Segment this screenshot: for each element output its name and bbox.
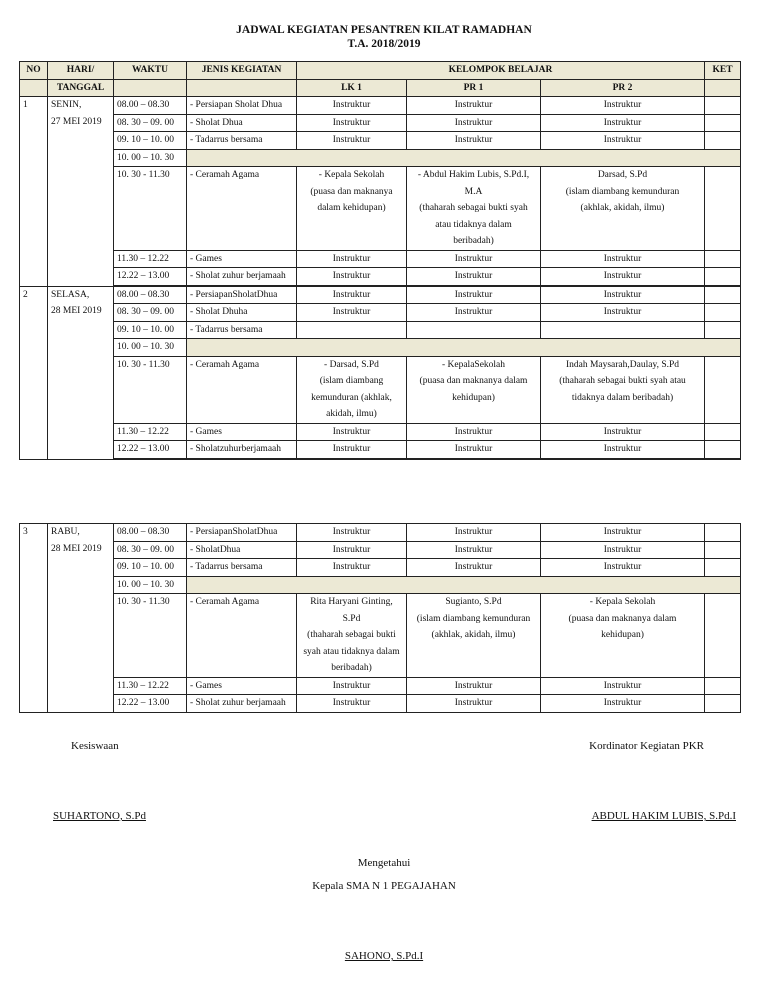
pr1-cell-line: - KepalaSekolah [441,359,506,370]
waktu-cell: 09. 10 – 10. 00 [114,559,187,577]
day-tanggal: 28 MEI 2019 [51,306,102,316]
lk1-cell-line: akidah, ilmu) [326,409,377,419]
lk1-cell: Instruktur [297,286,407,304]
jenis-cell: - Games [187,423,297,441]
pr2-cell-line: tidaknya dalam beribadah) [571,392,674,403]
pr2-cell: Instruktur [541,132,705,150]
lk1-cell-line: (puasa dan maknanya [310,186,393,197]
header-lk1: LK 1 [297,79,407,97]
lk1-cell: Instruktur [297,114,407,132]
ket-cell [705,304,741,322]
jenis-cell: - SholatDhua [187,541,297,559]
pr2-cell: Instruktur [541,97,705,115]
header-hari: HARI/ [48,62,114,80]
jenis-cell: - Tadarrus bersama [187,132,297,150]
table-row [20,594,741,678]
spacer-cell [705,458,741,459]
table-row [20,114,741,132]
spacer-cell [407,458,541,459]
pr2-cell [541,356,705,423]
koordinator-name: ABDUL HAKIM LUBIS, S.Pd.I [591,810,736,822]
pr2-cell: Instruktur [541,541,705,559]
waktu-cell: 08. 30 – 09. 00 [114,304,187,322]
pr2-cell [541,167,705,251]
pr1-cell: Instruktur [407,441,541,459]
lk1-cell: Instruktur [297,559,407,577]
lk1-cell: Instruktur [297,268,407,286]
lk1-cell-line: (thaharah sebagai bukti [307,630,396,640]
table-row [20,441,741,459]
lk1-cell-line: - Kepala Sekolah [318,170,385,180]
pr2-cell: Instruktur [541,677,705,695]
lk1-cell-line: Rita Haryani Ginting, [310,597,393,607]
jenis-cell: - PersiapanSholatDhua [187,286,297,304]
break-cell [187,576,741,594]
pr2-cell: Instruktur [541,250,705,268]
kepala-sekolah-title: Kepala SMA N 1 PEGAJAHAN [312,880,456,892]
pr1-cell-line: (islam diambang kemunduran [416,613,531,624]
pr1-cell-line: kehidupan) [452,392,495,403]
table-row [20,304,741,322]
ket-cell [705,114,741,132]
kepala-sekolah-name: SAHONO, S.Pd.I [344,950,424,962]
jenis-cell: - Games [187,677,297,695]
header-kelompok: KELOMPOK BELAJAR [297,62,705,80]
waktu-cell: 12.22 – 13.00 [114,268,187,286]
pr2-cell [541,321,705,339]
table-row [20,677,741,695]
pr1-cell: Instruktur [407,541,541,559]
day-date [48,524,114,713]
header-waktu-cont [114,79,187,97]
pr2-cell: Instruktur [541,268,705,286]
pr1-cell: Instruktur [407,132,541,150]
pr2-cell-line: Darsad, S.Pd [597,170,648,180]
lk1-cell: Instruktur [297,97,407,115]
spacer-cell [187,458,297,459]
pr1-cell-line: beribadah) [453,236,494,246]
day-name: SELASA, [51,289,90,300]
koordinator-label: Kordinator Kegiatan PKR [589,740,704,752]
header-ket: KET [705,62,741,80]
pr2-cell: Instruktur [541,524,705,542]
pr2-cell: Instruktur [541,286,705,304]
break-cell [187,149,741,167]
jenis-cell: - Sholat Dhuha [187,304,297,322]
ket-cell [705,541,741,559]
jenis-cell: - Sholat zuhur berjamaah [187,695,297,713]
ket-cell [705,321,741,339]
waktu-cell: 10. 30 - 11.30 [114,356,187,423]
table-row [20,339,741,357]
pr2-cell-line: Indah Maysarah,Daulay, S.Pd [565,359,680,370]
kesiswaan-label: Kesiswaan [71,740,119,752]
pr2-cell-line: (akhlak, akidah, ilmu) [580,203,665,213]
header-pr2: PR 2 [541,79,705,97]
waktu-cell: 08.00 – 08.30 [114,286,187,304]
pr2-cell: Instruktur [541,304,705,322]
table-row [20,576,741,594]
pr2-cell: Instruktur [541,441,705,459]
table-row [20,97,741,115]
pr1-cell: Instruktur [407,524,541,542]
ket-cell [705,594,741,678]
day-number: 2 [20,286,48,459]
table-row [20,268,741,286]
pr1-cell: Instruktur [407,97,541,115]
schedule-table-main [19,61,741,460]
pr1-cell-line: (thaharah sebagai bukti syah [419,203,528,213]
lk1-cell-line: S.Pd [342,613,361,624]
waktu-cell: 10. 30 - 11.30 [114,594,187,678]
waktu-cell: 11.30 – 12.22 [114,677,187,695]
header-ket-cont [705,79,741,97]
lk1-cell: Instruktur [297,250,407,268]
pr1-cell: Instruktur [407,114,541,132]
title-line-2: T.A. 2018/2019 [347,38,421,50]
lk1-cell: Instruktur [297,524,407,542]
pr1-cell: Instruktur [407,268,541,286]
header-no-cont [20,79,48,97]
pr1-cell: Instruktur [407,286,541,304]
waktu-cell: 09. 10 – 10. 00 [114,321,187,339]
table-row [20,250,741,268]
lk1-cell: Instruktur [297,423,407,441]
pr1-cell: Instruktur [407,304,541,322]
table-row [20,286,741,304]
spacer-row [20,458,741,459]
pr1-cell-line: (akhlak, akidah, ilmu) [431,630,516,640]
pr2-cell-line: (islam diambang kemunduran [565,186,680,197]
lk1-cell-line: dalam kehidupan) [317,203,386,213]
ket-cell [705,524,741,542]
jenis-cell: - Tadarrus bersama [187,321,297,339]
ket-cell [705,677,741,695]
lk1-cell: Instruktur [297,541,407,559]
header-pr1: PR 1 [407,79,541,97]
table-row [20,695,741,713]
day-tanggal: 27 MEI 2019 [51,116,102,127]
ket-cell [705,559,741,577]
table-row [20,149,741,167]
waktu-cell: 11.30 – 12.22 [114,423,187,441]
waktu-cell: 09. 10 – 10. 00 [114,132,187,150]
table-row [20,559,741,577]
waktu-cell: 08. 30 – 09. 00 [114,541,187,559]
pr1-cell: Instruktur [407,423,541,441]
header-jenis-cont [187,79,297,97]
lk1-cell: Instruktur [297,441,407,459]
ket-cell [705,286,741,304]
kesiswaan-name: SUHARTONO, S.Pd [53,810,146,822]
pr2-cell-line: - Kepala Sekolah [589,597,656,607]
spacer-cell [297,458,407,459]
pr1-cell: Instruktur [407,250,541,268]
pr1-cell [407,167,541,251]
header-tanggal: TANGGAL [48,79,114,97]
pr1-cell [407,356,541,423]
ket-cell [705,132,741,150]
pr1-cell-line: (puasa dan maknanya dalam [419,376,528,386]
lk1-cell-line: kemunduran (akhlak, [311,392,392,403]
jenis-cell: - Ceramah Agama [187,167,297,251]
waktu-cell: 12.22 – 13.00 [114,441,187,459]
lk1-cell-line: - Darsad, S.Pd [324,359,379,370]
lk1-cell: Instruktur [297,132,407,150]
waktu-cell: 08.00 – 08.30 [114,97,187,115]
table-row [20,167,741,251]
waktu-cell: 10. 00 – 10. 30 [114,339,187,357]
ket-cell [705,167,741,251]
pr1-cell-line: Sugianto, S.Pd [445,597,502,607]
day-name: RABU, [51,527,80,537]
pr2-cell-line: (thaharah sebagai bukti syah atau [559,376,686,386]
pr1-cell [407,594,541,678]
waktu-cell: 10. 00 – 10. 30 [114,149,187,167]
lk1-cell-line: beribadah) [331,663,372,673]
jenis-cell: - Sholat zuhur berjamaah [187,268,297,286]
pr1-cell-line: M.A [464,186,483,197]
pr1-cell: Instruktur [407,695,541,713]
pr2-cell-line: (puasa dan maknanya dalam [568,613,677,624]
waktu-cell: 08. 30 – 09. 00 [114,114,187,132]
waktu-cell: 10. 30 - 11.30 [114,167,187,251]
ket-cell [705,250,741,268]
ket-cell [705,268,741,286]
day-tanggal: 28 MEI 2019 [51,543,102,554]
header-waktu: WAKTU [114,62,187,80]
spacer-cell [541,458,705,459]
schedule-table-day3 [19,523,741,713]
pr1-cell-line: - Abdul Hakim Lubis, S.Pd.I, [417,170,530,180]
jenis-cell: - Games [187,250,297,268]
jenis-cell: - Ceramah Agama [187,356,297,423]
day-number: 1 [20,97,48,287]
day-date [48,286,114,459]
document-title [0,23,768,51]
jenis-cell: - Persiapan Sholat Dhua [187,97,297,115]
pr1-cell: Instruktur [407,677,541,695]
ket-cell [705,356,741,423]
lk1-cell: Instruktur [297,695,407,713]
jenis-cell: - PersiapanSholatDhua [187,524,297,542]
lk1-cell [297,167,407,251]
table-row [20,541,741,559]
day-date [48,97,114,287]
title-line-1: JADWAL KEGIATAN PESANTREN KILAT RAMADHAN [236,24,532,36]
pr1-cell: Instruktur [407,559,541,577]
header-no: NO [20,62,48,80]
pr2-cell: Instruktur [541,423,705,441]
waktu-cell: 11.30 – 12.22 [114,250,187,268]
table-row [20,423,741,441]
ket-cell [705,423,741,441]
pr1-cell-line: atau tidaknya dalam [435,219,512,230]
break-cell [187,339,741,357]
day-number: 3 [20,524,48,713]
spacer-cell [114,458,187,459]
lk1-cell: Instruktur [297,677,407,695]
mengetahui-label: Mengetahui [357,857,411,869]
jenis-cell: - Sholat Dhua [187,114,297,132]
ket-cell [705,441,741,459]
jenis-cell: - Tadarrus bersama [187,559,297,577]
lk1-cell: Instruktur [297,304,407,322]
lk1-cell-line: syah atau tidaknya dalam [303,646,400,657]
waktu-cell: 12.22 – 13.00 [114,695,187,713]
table-row [20,132,741,150]
lk1-cell [297,321,407,339]
lk1-cell [297,594,407,678]
lk1-cell-line: (islam diambang [319,376,384,386]
pr1-cell [407,321,541,339]
lk1-cell [297,356,407,423]
waktu-cell: 10. 00 – 10. 30 [114,576,187,594]
header-jenis: JENIS KEGIATAN [187,62,297,80]
waktu-cell: 08.00 – 08.30 [114,524,187,542]
ket-cell [705,695,741,713]
pr2-cell [541,594,705,678]
table-row [20,524,741,542]
jenis-cell: - Sholatzuhurberjamaah [187,441,297,459]
ket-cell [705,97,741,115]
day-name: SENIN, [51,100,82,110]
pr2-cell-line: kehidupan) [601,630,644,640]
pr2-cell: Instruktur [541,114,705,132]
table-row [20,321,741,339]
pr2-cell: Instruktur [541,695,705,713]
table-row [20,356,741,423]
pr2-cell: Instruktur [541,559,705,577]
jenis-cell: - Ceramah Agama [187,594,297,678]
